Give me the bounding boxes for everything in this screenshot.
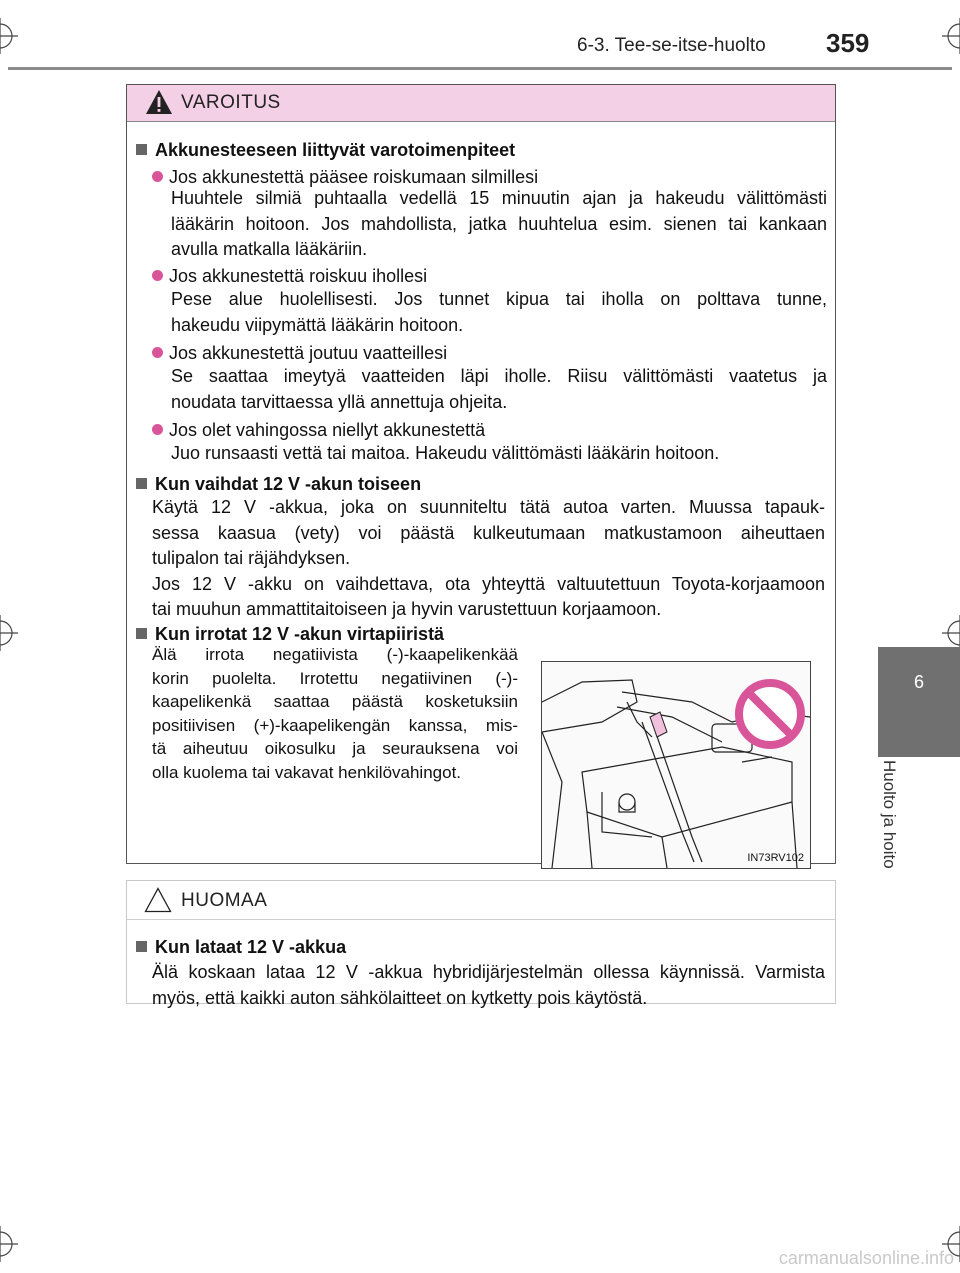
warning-triangle-icon <box>145 89 173 115</box>
bullet-title <box>152 167 538 188</box>
watermark: carmanualsonline.info <box>778 1248 954 1268</box>
text-line: Juo runsaasti vettä tai maitoa. Hakeudu välittömästi lääkärin hoitoon. <box>171 443 720 463</box>
bullet-body <box>171 186 827 263</box>
text-line: korin puolelta. Irrotettu negatiivinen (-)- <box>152 668 518 688</box>
bullet-body <box>171 287 827 338</box>
round-bullet-icon <box>152 270 163 281</box>
caution-triangle-icon <box>144 887 172 913</box>
section-heading <box>136 624 444 645</box>
bullet-title <box>152 266 427 287</box>
round-bullet-icon <box>152 171 163 182</box>
text-line: avulla matkalla lääkäriin. <box>171 239 368 259</box>
section-body <box>152 495 825 623</box>
round-bullet-icon <box>152 424 163 435</box>
text-line: Se saattaa imeytyä vaatteiden läpi iholle. Riisu välittömästi vaatetus ja <box>171 366 827 386</box>
square-bullet-icon <box>136 478 147 489</box>
text-line: lääkärin hoitoon. Jos mahdollista, jatka huuhtelua esim. sienen tai kankaan <box>171 213 827 234</box>
warning-title: VAROITUS <box>181 92 281 113</box>
text-line: myös, että kaikki auton sähkölaitteet on kytketty pois käytöstä. <box>152 987 648 1008</box>
section-heading <box>136 140 515 161</box>
square-bullet-icon <box>136 628 147 639</box>
section-heading <box>136 937 346 958</box>
bullet-title-text: Jos akkunestettä roiskuu ihollesi <box>169 266 428 286</box>
text-line: noudata tarvittaessa yllä annettuja ohjeita. <box>171 391 508 412</box>
page-number: 359 <box>826 28 870 58</box>
round-bullet-icon <box>152 347 163 358</box>
section-title: 6-3. Tee-se-itse-huolto <box>577 35 766 56</box>
section-heading-text: Akkunesteeseen liittyvät varotoimenpiteet <box>155 140 516 160</box>
battery-terminal-illustration <box>541 661 811 869</box>
warning-box-header <box>127 85 835 122</box>
text-line: Käytä 12 V -akkua, joka on suunniteltu tätä autoa varten. Muussa tapauk- <box>152 497 825 517</box>
bullet-title <box>152 420 485 441</box>
section-heading-text: Kun lataat 12 V -akkua <box>155 937 347 957</box>
text-line: tä aiheutuu oikosulku ja seurauksena voi <box>152 739 518 758</box>
text-line: positiivisen (+)-kaapelikengän kanssa, mis- <box>152 715 518 735</box>
text-line: sessa kaasua (vety) voi päästä kulkeutumaan matkustamoon aiheuttaen <box>152 522 825 543</box>
page-header <box>0 0 960 70</box>
chapter-label: Huolto ja hoito <box>880 760 899 869</box>
prohibition-sign-icon <box>736 680 804 748</box>
text-line: hakeudu viipymättä lääkärin hoitoon. <box>171 314 464 335</box>
registration-mark-icon <box>942 615 960 651</box>
bullet-body <box>171 364 827 415</box>
registration-mark-icon <box>0 615 18 651</box>
chapter-tab <box>878 647 960 757</box>
text-line: Jos 12 V -akku on vaihdettava, ota yhteyttä valtuutettuun Toyota-korjaamoon <box>152 573 825 594</box>
chapter-number: 6 <box>913 672 924 692</box>
text-line: Älä koskaan lataa 12 V -akkua hybridijärjestelmän ollessa käynnissä. Varmista <box>152 962 825 982</box>
square-bullet-icon <box>136 144 147 155</box>
section-body <box>152 643 518 784</box>
bullet-title-text: Jos olet vahingossa niellyt akkunestettä <box>169 420 486 440</box>
section-heading-text: Kun vaihdat 12 V -akun toiseen <box>155 474 422 494</box>
text-line: Älä irrota negatiivista (-)-kaapelikenkää <box>152 645 518 664</box>
text-line: tai muuhun ammattitaitoiseen ja hyvin varustettuun korjaamoon. <box>152 599 662 619</box>
text-line: kaapelikenkä saattaa päästä kosketuksiin <box>152 692 518 711</box>
text-line: Huuhtele silmiä puhtaalla vedellä 15 minuutin ajan ja hakeudu välittömästi <box>171 188 827 208</box>
text-line: Pese alue huolellisesti. Jos tunnet kipua tai iholla on polttava tunne, <box>171 289 827 309</box>
bullet-title <box>152 343 447 364</box>
section-heading-text: Kun irrotat 12 V -akun virtapiiristä <box>155 624 445 644</box>
text-line: olla kuolema tai vakavat henkilövahingot. <box>152 762 462 782</box>
square-bullet-icon <box>136 941 147 952</box>
header-divider <box>8 67 952 70</box>
bullet-body <box>171 441 827 467</box>
bullet-title-text: Jos akkunestettä joutuu vaatteillesi <box>169 343 448 363</box>
notice-body <box>152 960 825 1011</box>
notice-box-header <box>127 881 835 920</box>
registration-mark-icon <box>0 1226 18 1262</box>
bullet-title-text: Jos akkunestettä pääsee roiskumaan silmillesi <box>169 167 539 187</box>
section-heading <box>136 474 421 495</box>
text-line: tulipalon tai räjähdyksen. <box>152 548 351 568</box>
notice-title: HUOMAA <box>181 890 268 911</box>
battery-drawing <box>542 662 810 868</box>
figure-code: IN73RV102 <box>747 852 804 864</box>
